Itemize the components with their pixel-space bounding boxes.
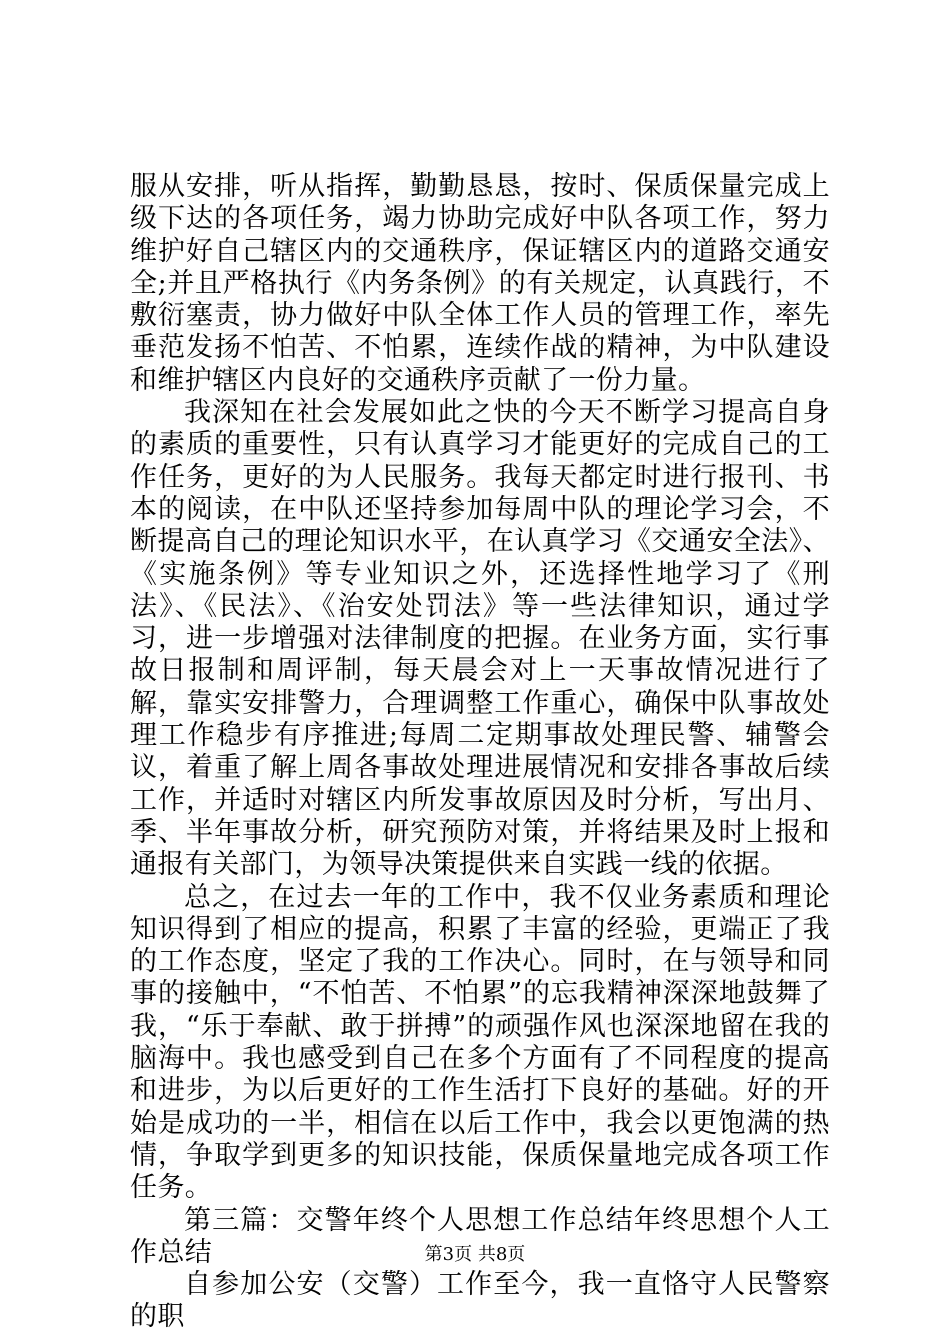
- paragraph-part-three-opening: 自参加公安（交警）工作至今，我一直恪守人民警察的职: [130, 1269, 830, 1333]
- document-body: [130, 171, 830, 1334]
- paragraph-summary: 总之，在过去一年的工作中，我不仅业务素质和理论知识得到了相应的提高，积累了丰富的经验，更端正了我的工作态度，坚定了我的工作决心。同时，在与领导和同事的接触中，“不怕苦、不怕累”的忘我精神深深地鼓舞了我，“乐于奉献、敢于拼搏”的顽强作风也深深地留在我的脑海中。我也感受到自己在多个方面有了不同程度的提高和进步，为以后更好的工作生活打下良好的基础。好的开始是成功的一半，相信在以后工作中，我会以更饱满的热情，争取学到更多的知识技能，保质保量地完成各项工作任务。: [130, 881, 830, 1204]
- page-footer: 第3页 共8页: [424, 1244, 526, 1265]
- paragraph-duty-continuation: 服从安排，听从指挥，勤勤恳恳，按时、保质保量完成上级下达的各项任务，竭力协助完成好中队各项工作，努力维护好自己辖区内的交通秩序，保证辖区内的道路交通安全;并且严格执行《内务条例》的有关规定，认真践行，不敷衍塞责，协力做好中队全体工作人员的管理工作，率先垂范发扬不怕苦、不怕累，连续作战的精神，为中队建设和维护辖区内良好的交通秩序贡献了一份力量。: [130, 171, 830, 396]
- section-heading-part-three: 第三篇：交警年终个人思想工作总结年终思想个人工作总结: [130, 1204, 830, 1268]
- paragraph-study: 我深知在社会发展如此之快的今天不断学习提高自身的素质的重要性，只有认真学习才能更好的完成自己的工作任务，更好的为人民服务。我每天都定时进行报刊、书本的阅读，在中队还坚持参加每周中队的理论学习会，不断提高自己的理论知识水平，在认真学习《交通安全法》、《实施条例》等专业知识之外，还选择性地学习了《刑法》、《民法》、《治安处罚法》等一些法律知识，通过学习，进一步增强对法律制度的把握。在业务方面，实行事故日报制和周评制，每天晨会对上一天事故情况进行了解，靠实安排警力，合理调整工作重心，确保中队事故处理工作稳步有序推进;每周二定期事故处理民警、辅警会议，着重了解上周各事故处理进展情况和安排各事故后续工作，并适时对辖区内所发事故原因及时分析，写出月、季、半年事故分析，研究预防对策，并将结果及时上报和通报有关部门，为领导决策提供来自实践一线的依据。: [130, 397, 830, 881]
